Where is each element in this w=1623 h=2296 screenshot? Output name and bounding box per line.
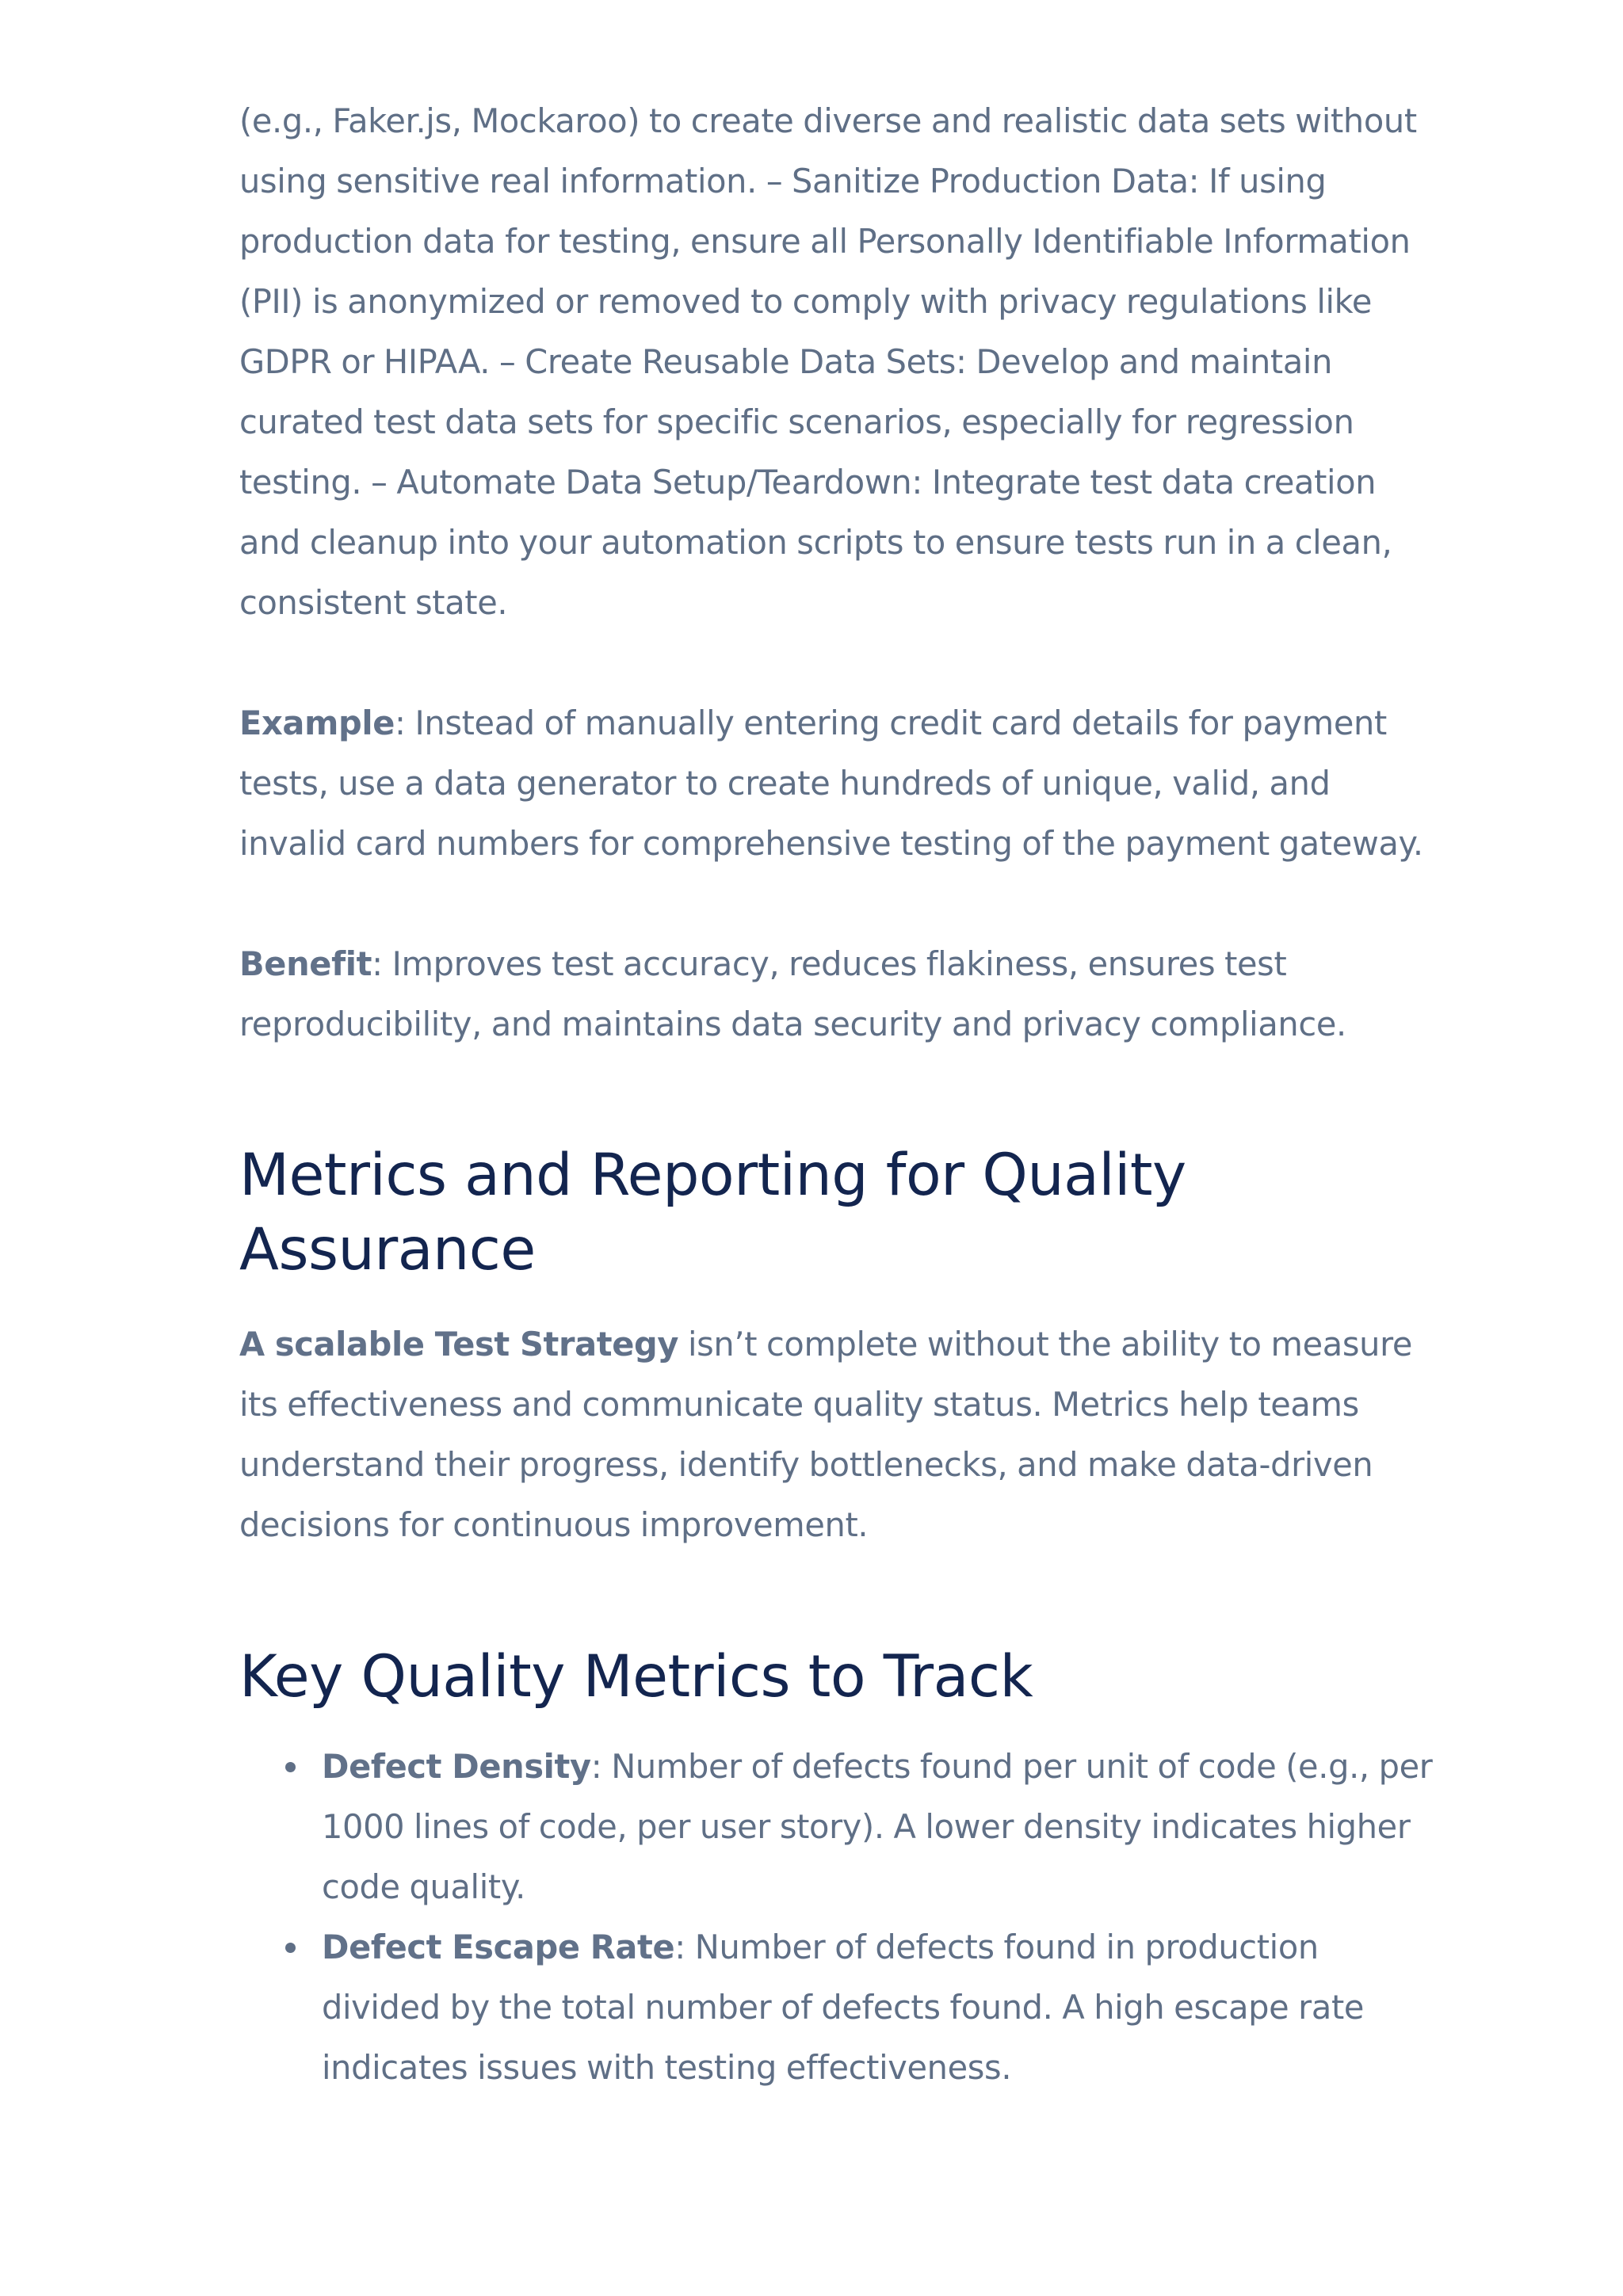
bullet-icon	[285, 1762, 296, 1772]
bullet-icon	[285, 1943, 296, 1953]
benefit-paragraph	[239, 934, 1444, 1055]
metrics-reporting-heading: Metrics and Reporting for Quality Assurance	[239, 1142, 1186, 1283]
key-metrics-heading: Key Quality Metrics to Track	[239, 1643, 1033, 1711]
key-metrics-list	[239, 1737, 1444, 2098]
metrics-intro-text: isn’t complete without the ability to measure its effectiveness and communicate quality status. Metrics help teams understand their progress, identify bottlenecks, and make data-driven decisions for continuous improvement.	[239, 1325, 1413, 1544]
example-label: Example	[239, 704, 395, 742]
list-item-label: Defect Density	[322, 1747, 591, 1786]
list-item-text: : Number of defects found in production divided by the total number of defects found. A high escape rate indicates issues with testing effectiveness.	[322, 1928, 1365, 2087]
example-text: : Instead of manually entering credit card details for payment tests, use a data generator to create hundreds of unique, valid, and invalid card numbers for comprehensive testing of the payment gateway.	[239, 704, 1423, 863]
intro-paragraph: (e.g., Faker.js, Mockaroo) to create diverse and realistic data sets without using sensitive real information. – Sanitize Production Data: If using production data for testing, ensure all Personally Identifiable Information (PII) is anonymized or removed to comply with privacy regulations like GDPR or HIPAA. – Create Reusable Data Sets: Develop and maintain curated test data sets for specific scenarios, especially for regression testing. – Automate Data Setup/Teardown: Integrate test data creation and cleanup into your automation scripts to ensure tests run in a clean, consistent state.	[239, 101, 1417, 622]
list-item-defect-escape-rate	[239, 1917, 1444, 2098]
list-item-text: : Number of defects found per unit of code (e.g., per 1000 lines of code, per user story). A lower density indicates higher code quality.	[322, 1747, 1433, 1906]
benefit-label: Benefit	[239, 944, 372, 983]
metrics-intro-paragraph	[239, 1314, 1444, 1555]
list-item-label: Defect Escape Rate	[322, 1928, 675, 1966]
benefit-text: : Improves test accuracy, reduces flakiness, ensures test reproducibility, and maintains data security and privacy compliance.	[239, 944, 1346, 1043]
example-paragraph	[239, 693, 1444, 874]
list-item-defect-density	[239, 1737, 1444, 1917]
metrics-intro-bold: A scalable Test Strategy	[239, 1325, 679, 1363]
article-content	[239, 91, 1444, 2098]
